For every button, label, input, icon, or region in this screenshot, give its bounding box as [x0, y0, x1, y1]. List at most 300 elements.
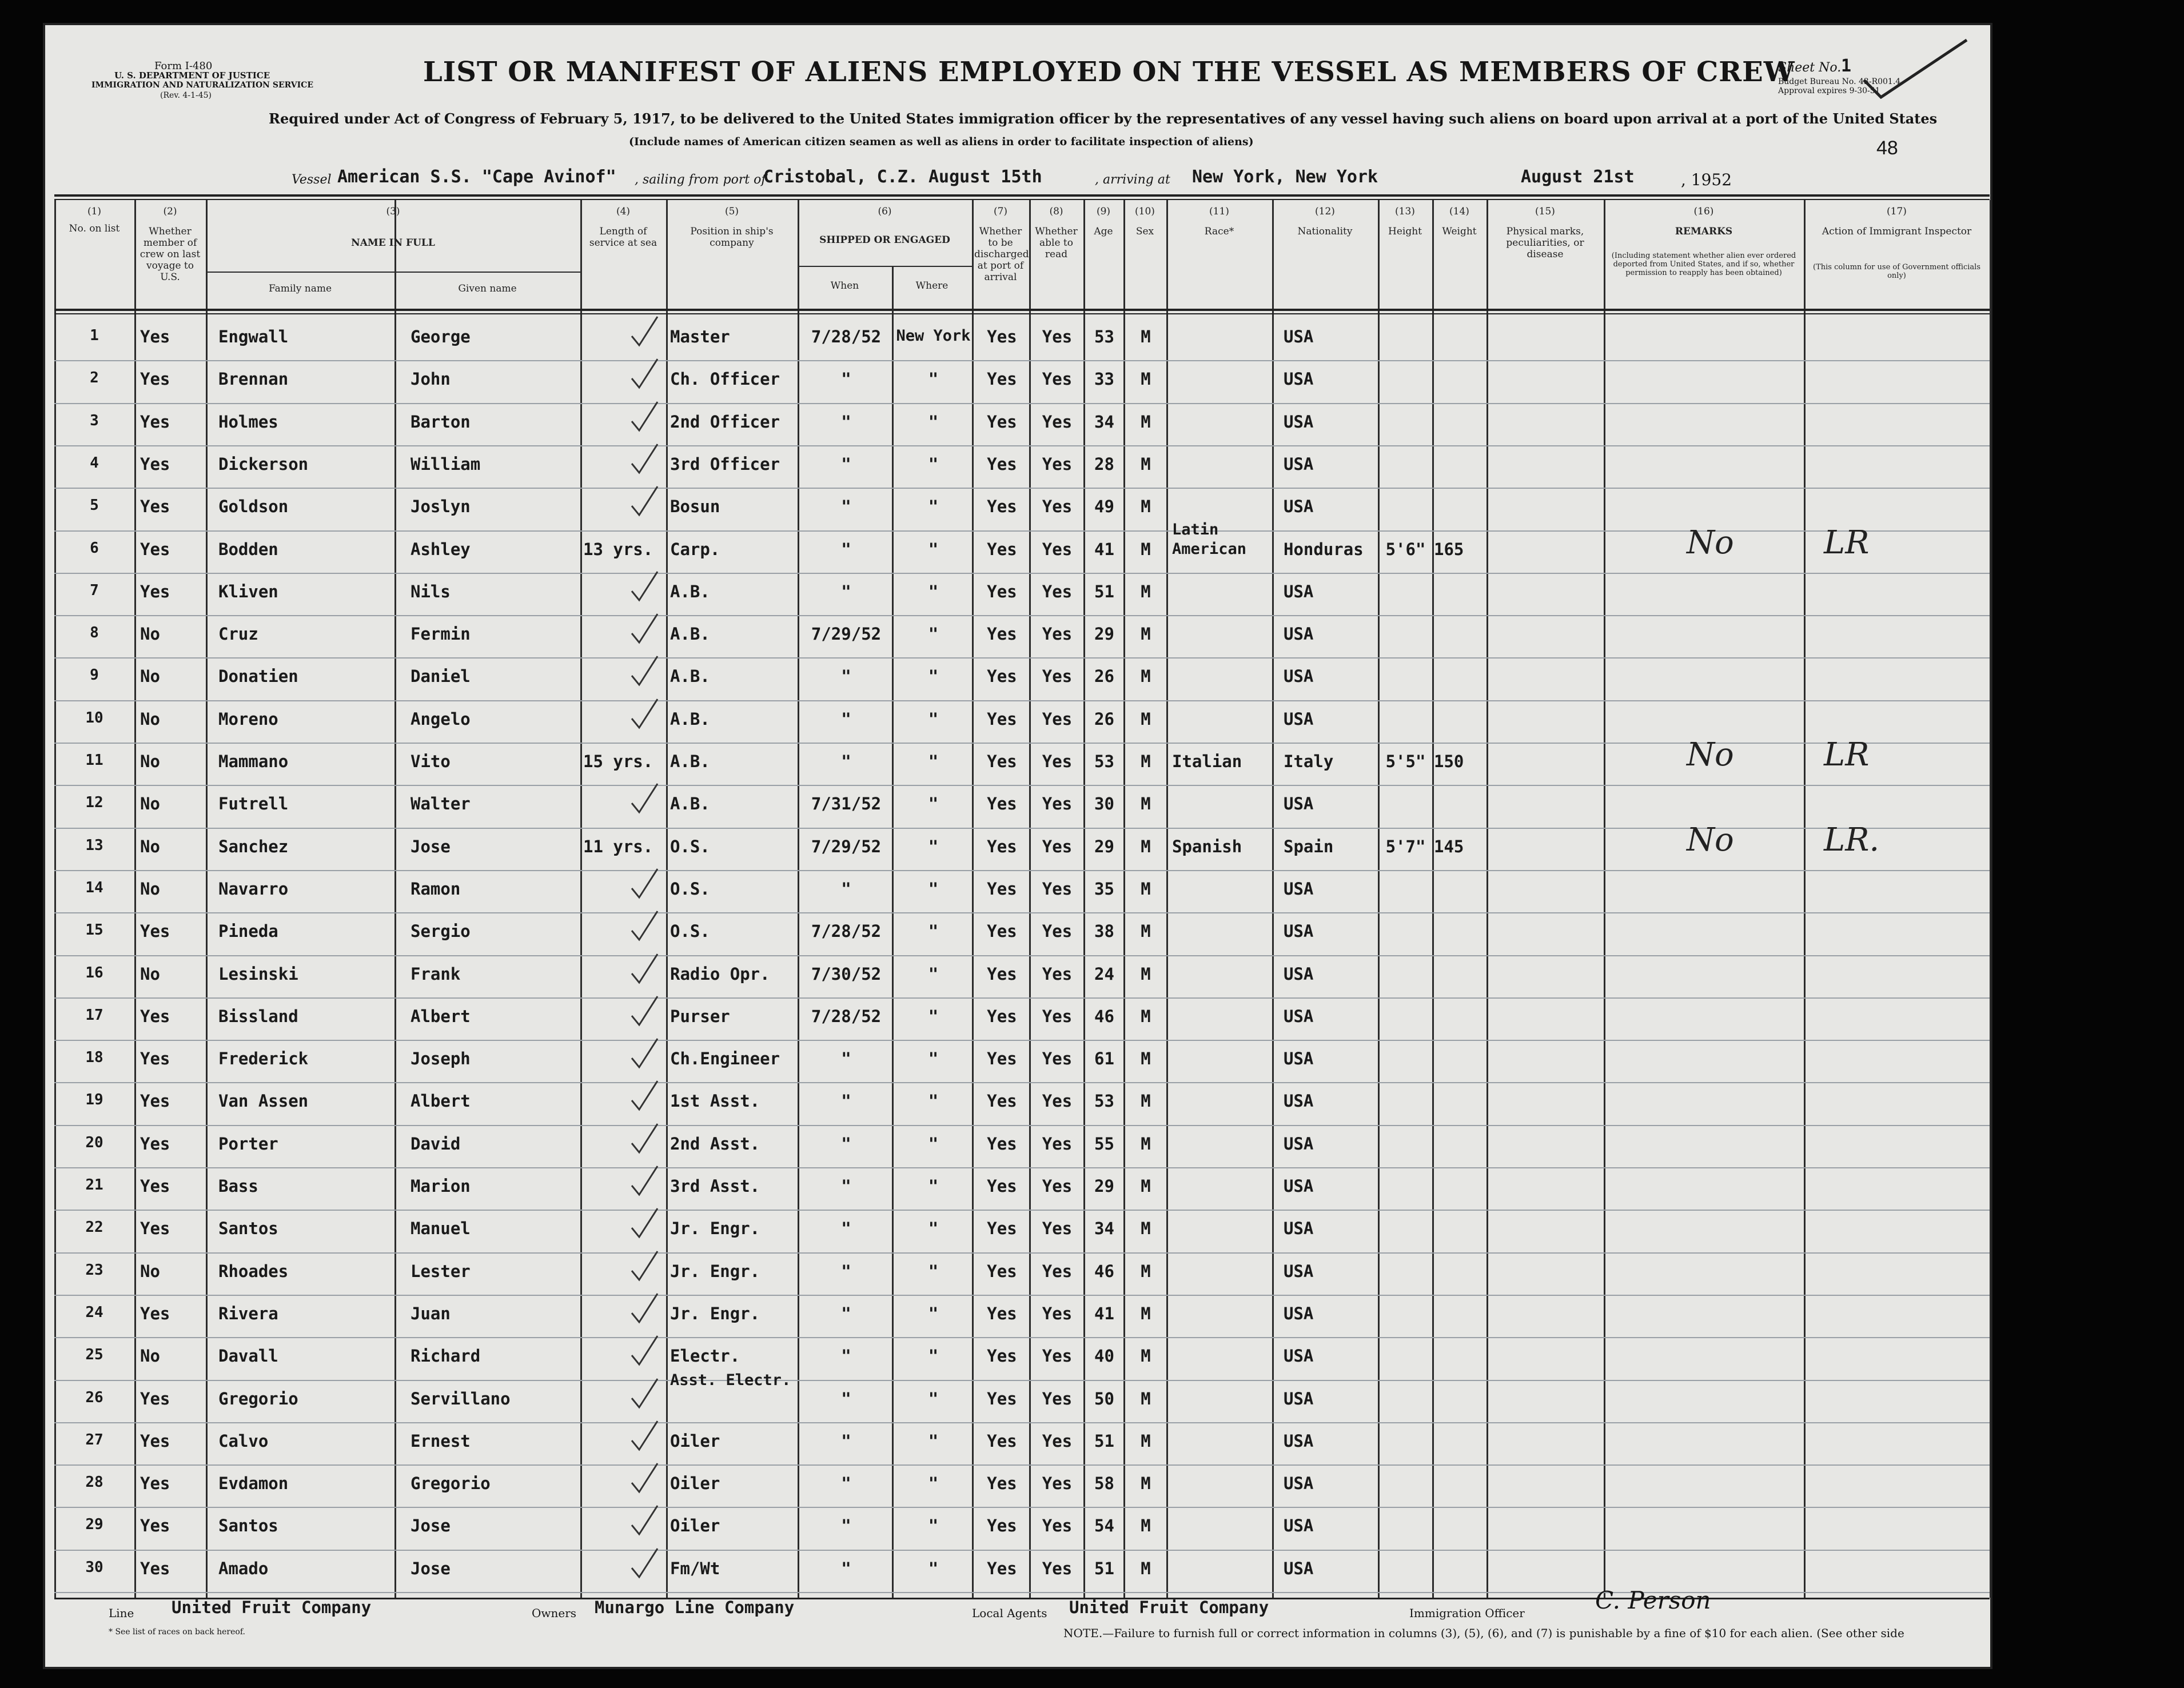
cell-sex: M — [1141, 1219, 1151, 1239]
cell-family: Evdamon — [218, 1474, 289, 1494]
cell-where: " — [928, 1261, 939, 1281]
page-title: LIST OR MANIFEST OF ALIENS EMPLOYED ON THE VESSEL AS MEMBERS OF CREW — [423, 56, 1795, 88]
column-rule — [1123, 200, 1125, 1598]
cell-where: " — [928, 539, 939, 559]
cell-given: Angelo — [411, 709, 471, 729]
tick-mark-icon — [629, 1164, 663, 1198]
cell-weight: 145 — [1434, 836, 1464, 856]
cell-family: Calvo — [218, 1431, 269, 1451]
column-rule — [666, 200, 668, 1598]
cell-position: Carp. — [670, 539, 720, 559]
column-rule — [1029, 200, 1031, 1598]
cell-where: " — [928, 1303, 939, 1323]
cell-position: Jr. Engr. — [670, 1303, 760, 1323]
cell-nationality: USA — [1284, 412, 1314, 432]
cell-no: 12 — [85, 794, 103, 812]
cell-family: Engwall — [218, 327, 289, 346]
cell-no: 6 — [90, 539, 99, 557]
column-number: (17) — [1887, 206, 1907, 217]
row-rule — [54, 1295, 1990, 1296]
cell-where: " — [928, 624, 939, 644]
cell-when: " — [841, 1176, 851, 1196]
header-bottom-rule — [54, 309, 1990, 311]
check-mark-icon — [1858, 34, 1972, 109]
cell-age: 29 — [1094, 624, 1114, 644]
cell-discharge: Yes — [987, 1516, 1017, 1536]
cell-when: " — [841, 454, 851, 474]
column-rule — [1604, 200, 1605, 1598]
cell-position: Purser — [670, 1006, 730, 1026]
cell-when: " — [841, 1303, 851, 1323]
cell-read: Yes — [1042, 1049, 1073, 1069]
cell-nationality: USA — [1284, 1346, 1314, 1366]
shipped-subhead-rule — [798, 266, 972, 267]
cell-prev: No — [140, 667, 160, 687]
cell-given: Barton — [411, 412, 471, 432]
cell-where: " — [928, 1176, 939, 1196]
cell-discharge: Yes — [987, 497, 1017, 517]
cell-where: " — [928, 1474, 939, 1494]
cell-prev: Yes — [140, 1049, 170, 1069]
cell-when: " — [841, 1219, 851, 1239]
cell-age: 54 — [1094, 1516, 1114, 1536]
cell-prev: Yes — [140, 581, 170, 601]
cell-position: A.B. — [670, 581, 710, 601]
cell-position: Oiler — [670, 1516, 720, 1536]
row-rule — [54, 615, 1990, 616]
cell-sex: M — [1141, 836, 1151, 856]
cell-when: " — [841, 1474, 851, 1494]
cell-nationality: USA — [1284, 581, 1314, 601]
cell-sex: M — [1141, 412, 1151, 432]
cell-read: Yes — [1042, 624, 1073, 644]
cell-given: Ramon — [411, 879, 461, 899]
column-rule — [1166, 200, 1168, 1598]
column-label: Physical marks, peculiarities, or disease — [1506, 226, 1584, 260]
cell-given: Gregorio — [411, 1474, 491, 1494]
cell-no: 24 — [85, 1303, 103, 1321]
family-name-subhead: Family name — [268, 283, 332, 294]
cell-position: A.B. — [670, 794, 710, 814]
cell-family: Lesinski — [218, 964, 298, 984]
cell-read: Yes — [1042, 921, 1073, 941]
column-rule — [206, 200, 208, 1598]
column-number: (15) — [1535, 206, 1555, 217]
cell-no: 23 — [85, 1261, 103, 1279]
arrival-port: New York, New York — [1192, 167, 1378, 187]
cell-read: Yes — [1042, 1516, 1073, 1536]
vessel-label: Vessel — [292, 173, 332, 187]
cell-prev: No — [140, 836, 160, 856]
cell-sex: M — [1141, 879, 1151, 899]
cell-given: Ernest — [411, 1431, 471, 1451]
cell-nationality: USA — [1284, 794, 1314, 814]
cell-where: " — [928, 836, 939, 856]
row-rule — [54, 360, 1990, 361]
row-rule — [54, 1507, 1990, 1508]
cell-read: Yes — [1042, 497, 1073, 517]
cell-given: Albert — [411, 1006, 471, 1026]
tick-mark-icon — [629, 867, 663, 901]
cell-discharge: Yes — [987, 752, 1017, 771]
cell-age: 29 — [1094, 1176, 1114, 1196]
tick-mark-icon — [629, 781, 663, 816]
cell-where: " — [928, 794, 939, 814]
remarks-handwriting: No — [1687, 736, 1734, 773]
cell-when: 7/29/52 — [811, 836, 882, 856]
cell-sex: M — [1141, 667, 1151, 687]
cell-read: Yes — [1042, 1346, 1073, 1366]
row-rule — [54, 403, 1990, 404]
arrival-date: August 21st — [1521, 167, 1635, 187]
cell-age: 41 — [1094, 1303, 1114, 1323]
cell-sex: M — [1141, 1006, 1151, 1026]
cell-no: 8 — [90, 624, 99, 642]
cell-discharge: Yes — [987, 1176, 1017, 1196]
column-label: Whether member of crew on last voyage to U.S. — [140, 226, 201, 283]
cell-family: Brennan — [218, 369, 289, 389]
cell-read: Yes — [1042, 1176, 1073, 1196]
cell-no: 3 — [90, 412, 99, 429]
sheet-number: 1 — [1841, 56, 1852, 76]
cell-read: Yes — [1042, 369, 1073, 389]
tick-mark-icon — [629, 1461, 663, 1495]
cell-sex: M — [1141, 497, 1151, 517]
cell-when: " — [841, 1134, 851, 1154]
cell-when: " — [841, 1261, 851, 1281]
cell-discharge: Yes — [987, 921, 1017, 941]
cell-given: John — [411, 369, 451, 389]
cell-given: Vito — [411, 752, 451, 771]
cell-read: Yes — [1042, 1219, 1073, 1239]
footer-races-note: * See list of races on back hereof. — [109, 1627, 245, 1637]
cell-family: Davall — [218, 1346, 278, 1366]
column-number: (9) — [1096, 206, 1111, 217]
row-rule — [54, 488, 1990, 489]
where-subhead: Where — [915, 280, 948, 292]
sheet-label: Sheet No. — [1778, 61, 1842, 75]
cell-family: Bodden — [218, 539, 278, 559]
cell-discharge: Yes — [987, 327, 1017, 346]
tick-mark-icon — [629, 952, 663, 986]
cell-nationality: USA — [1284, 624, 1314, 644]
column-label: Position in ship's company — [690, 226, 774, 249]
cell-race: Spanish — [1172, 836, 1242, 856]
cell-no: 17 — [85, 1006, 103, 1024]
cell-nationality: USA — [1284, 1176, 1314, 1196]
footer-agents-label: Local Agents — [972, 1606, 1047, 1620]
cell-position: Bosun — [670, 497, 720, 517]
cell-where: " — [928, 581, 939, 601]
tick-mark-icon — [629, 1122, 663, 1156]
cell-where: " — [928, 1516, 939, 1536]
cell-when: " — [841, 1431, 851, 1451]
cell-no: 29 — [85, 1516, 103, 1534]
footer-owners-value: Munargo Line Company — [595, 1598, 795, 1617]
cell-family: Bass — [218, 1176, 258, 1196]
cell-discharge: Yes — [987, 709, 1017, 729]
cell-position: Electr. — [670, 1346, 740, 1366]
when-subhead: When — [830, 280, 859, 292]
cell-family: Frederick — [218, 1049, 309, 1069]
budget-number: Budget Bureau No. 43-R001.4. — [1778, 77, 1903, 86]
cell-family: Donatien — [218, 667, 298, 687]
cell-age: 29 — [1094, 836, 1114, 856]
cell-sex: M — [1141, 1303, 1151, 1323]
cell-read: Yes — [1042, 1303, 1073, 1323]
cell-sex: M — [1141, 454, 1151, 474]
row-rule — [54, 700, 1990, 701]
cell-read: Yes — [1042, 752, 1073, 771]
given-name-subhead: Given name — [458, 283, 517, 294]
cell-discharge: Yes — [987, 369, 1017, 389]
cell-nationality: Italy — [1284, 752, 1334, 771]
cell-family: Pineda — [218, 921, 278, 941]
cell-prev: Yes — [140, 497, 170, 517]
header-rule — [54, 194, 1990, 197]
cell-discharge: Yes — [987, 794, 1017, 814]
cell-given: Lester — [411, 1261, 471, 1281]
name-subhead-rule — [206, 272, 580, 273]
tick-mark-icon — [629, 1249, 663, 1283]
cell-position: Fm/Wt — [670, 1558, 720, 1578]
cell-when: " — [841, 412, 851, 432]
row-rule — [54, 1210, 1990, 1211]
cell-age: 53 — [1094, 327, 1114, 346]
cell-no: 19 — [85, 1091, 103, 1109]
cell-nationality: USA — [1284, 879, 1314, 899]
cell-nationality: Spain — [1284, 836, 1334, 856]
column-number: (7) — [993, 206, 1008, 217]
cell-age: 30 — [1094, 794, 1114, 814]
cell-no: 16 — [85, 964, 103, 981]
tick-mark-icon — [629, 1546, 663, 1581]
cell-where: " — [928, 667, 939, 687]
cell-family: Sanchez — [218, 836, 289, 856]
cell-given: Juan — [411, 1303, 451, 1323]
cell-read: Yes — [1042, 964, 1073, 984]
cell-sex: M — [1141, 581, 1151, 601]
footer-line-value: United Fruit Company — [172, 1598, 372, 1617]
cell-prev: No — [140, 794, 160, 814]
form-revision: (Rev. 4-1-45) — [160, 91, 212, 100]
column-label: No. on list — [69, 223, 120, 234]
cell-given: William — [411, 454, 481, 474]
cell-where: New York — [896, 327, 971, 345]
cell-sex: M — [1141, 1261, 1151, 1281]
cell-when: " — [841, 1049, 851, 1069]
cell-where: " — [928, 709, 939, 729]
cell-nationality: USA — [1284, 1431, 1314, 1451]
cell-when: " — [841, 667, 851, 687]
cell-nationality: USA — [1284, 1006, 1314, 1026]
column-number: (8) — [1049, 206, 1063, 217]
column-label: Length of service at sea — [589, 226, 657, 249]
cell-nationality: USA — [1284, 454, 1314, 474]
footer-agents-value: United Fruit Company — [1069, 1598, 1269, 1617]
cell-read: Yes — [1042, 1261, 1073, 1281]
cell-when: " — [841, 539, 851, 559]
cell-position: A.B. — [670, 624, 710, 644]
row-rule — [54, 1550, 1990, 1551]
cell-family: Holmes — [218, 412, 278, 432]
cell-given: Jose — [411, 836, 451, 856]
cell-prev: Yes — [140, 539, 170, 559]
cell-position: Oiler — [670, 1431, 720, 1451]
cell-discharge: Yes — [987, 1261, 1017, 1281]
cell-read: Yes — [1042, 1558, 1073, 1578]
cell-sex: M — [1141, 964, 1151, 984]
cell-where: " — [928, 497, 939, 517]
cell-when: " — [841, 879, 851, 899]
vessel-name: American S.S. "Cape Avinof" — [337, 167, 616, 187]
cell-read: Yes — [1042, 1431, 1073, 1451]
cell-sex: M — [1141, 539, 1151, 559]
cell-when: 7/30/52 — [811, 964, 882, 984]
cell-when: " — [841, 1558, 851, 1578]
cell-age: 55 — [1094, 1134, 1114, 1154]
tick-mark-icon — [629, 1334, 663, 1368]
column-number: (3) — [386, 206, 400, 217]
tick-mark-icon — [629, 314, 663, 349]
cell-sex: M — [1141, 327, 1151, 346]
cell-age: 24 — [1094, 964, 1114, 984]
cell-given: Manuel — [411, 1219, 471, 1239]
column-number: (2) — [163, 206, 177, 217]
cell-nationality: USA — [1284, 667, 1314, 687]
column-number: (10) — [1135, 206, 1155, 217]
tick-mark-icon — [629, 612, 663, 646]
row-rule — [54, 997, 1990, 999]
form-service: IMMIGRATION AND NATURALIZATION SERVICE — [91, 81, 313, 90]
cell-family: Kliven — [218, 581, 278, 601]
cell-nationality: Honduras — [1284, 539, 1364, 559]
row-rule — [54, 870, 1990, 871]
cell-no: 14 — [85, 879, 103, 896]
tick-mark-icon — [629, 1376, 663, 1411]
tick-mark-icon — [629, 400, 663, 434]
cell-given: Joslyn — [411, 497, 471, 517]
cell-no: 18 — [85, 1049, 103, 1067]
cell-when: " — [841, 1516, 851, 1536]
cell-sex: M — [1141, 1049, 1151, 1069]
action-handwriting: LR — [1824, 736, 1870, 773]
cell-discharge: Yes — [987, 454, 1017, 474]
cell-nationality: USA — [1284, 1516, 1314, 1536]
cell-discharge: Yes — [987, 1474, 1017, 1494]
cell-where: " — [928, 921, 939, 941]
cell-family: Bissland — [218, 1006, 298, 1026]
column-rule — [1804, 200, 1806, 1598]
cell-nationality: USA — [1284, 1474, 1314, 1494]
cell-family: Goldson — [218, 497, 289, 517]
form-subtitle-note: (Include names of American citizen seamen as well as aliens in order to facilitate inspection of aliens) — [629, 135, 1254, 148]
cell-no: 10 — [85, 709, 103, 727]
row-rule — [54, 657, 1990, 659]
cell-when: 7/28/52 — [811, 1006, 882, 1026]
cell-prev: Yes — [140, 1558, 170, 1578]
cell-sex: M — [1141, 1388, 1151, 1408]
cell-discharge: Yes — [987, 1006, 1017, 1026]
cell-prev: No — [140, 1346, 160, 1366]
row-rule — [54, 1082, 1990, 1083]
cell-when: 7/29/52 — [811, 624, 882, 644]
cell-read: Yes — [1042, 836, 1073, 856]
cell-discharge: Yes — [987, 964, 1017, 984]
column-label: Action of Immigrant Inspector — [1822, 226, 1972, 237]
cell-nationality: USA — [1284, 1303, 1314, 1323]
cell-height: 5'6" — [1385, 539, 1426, 559]
row-rule — [54, 785, 1990, 786]
cell-when: " — [841, 709, 851, 729]
cell-read: Yes — [1042, 1091, 1073, 1111]
remarks-subnote: (Including statement whether alien ever ordered deported from United States, and if so, whether permission to reapply has been obtained) — [1611, 252, 1796, 277]
cell-nationality: USA — [1284, 497, 1314, 517]
cell-no: 21 — [85, 1176, 103, 1194]
row-rule — [54, 445, 1990, 446]
cell-given: Frank — [411, 964, 461, 984]
column-rule — [1272, 200, 1274, 1598]
cell-age: 53 — [1094, 1091, 1114, 1111]
cell-nationality: USA — [1284, 1261, 1314, 1281]
cell-position: O.S. — [670, 836, 710, 856]
cell-age: 46 — [1094, 1261, 1114, 1281]
cell-age: 50 — [1094, 1388, 1114, 1408]
column-label: Weight — [1442, 226, 1477, 237]
cell-read: Yes — [1042, 327, 1073, 346]
column-label: Age — [1094, 226, 1113, 237]
cell-family: Moreno — [218, 709, 278, 729]
cell-position: 1st Asst. — [670, 1091, 760, 1111]
cell-nationality: USA — [1284, 1558, 1314, 1578]
cell-nationality: USA — [1284, 1219, 1314, 1239]
cell-sex: M — [1141, 794, 1151, 814]
cell-height: 5'5" — [1385, 752, 1426, 771]
cell-family: Porter — [218, 1134, 278, 1154]
cell-where: " — [928, 1049, 939, 1069]
cell-given: Marion — [411, 1176, 471, 1196]
cell-sex: M — [1141, 1134, 1151, 1154]
cell-nationality: USA — [1284, 1134, 1314, 1154]
column-label: Height — [1388, 226, 1422, 237]
cell-nationality: USA — [1284, 327, 1314, 346]
cell-given: Servillano — [411, 1388, 511, 1408]
footer-officer-label: Immigration Officer — [1409, 1606, 1525, 1620]
column-number: (4) — [616, 206, 631, 217]
cell-age: 33 — [1094, 369, 1114, 389]
action-handwriting: LR. — [1824, 821, 1880, 859]
cell-age: 46 — [1094, 1006, 1114, 1026]
cell-discharge: Yes — [987, 1091, 1017, 1111]
cell-position: Radio Opr. — [670, 964, 770, 984]
cell-prev: Yes — [140, 454, 170, 474]
form-number: Form I-480 — [154, 60, 213, 72]
cell-read: Yes — [1042, 879, 1073, 899]
cell-prev: No — [140, 879, 160, 899]
header-bottom-rule — [54, 313, 1990, 314]
column-number: (11) — [1209, 206, 1229, 217]
column-number: (16) — [1693, 206, 1714, 217]
cell-when: " — [841, 497, 851, 517]
cell-read: Yes — [1042, 667, 1073, 687]
departure-port: Cristobal, C.Z. August 15th — [763, 167, 1042, 187]
column-rule — [1378, 200, 1380, 1598]
cell-weight: 150 — [1434, 752, 1464, 771]
cell-position: Asst. Electr. — [670, 1371, 791, 1389]
cell-given: David — [411, 1134, 461, 1154]
column-number: (6) — [878, 206, 892, 217]
row-rule — [54, 1422, 1990, 1423]
